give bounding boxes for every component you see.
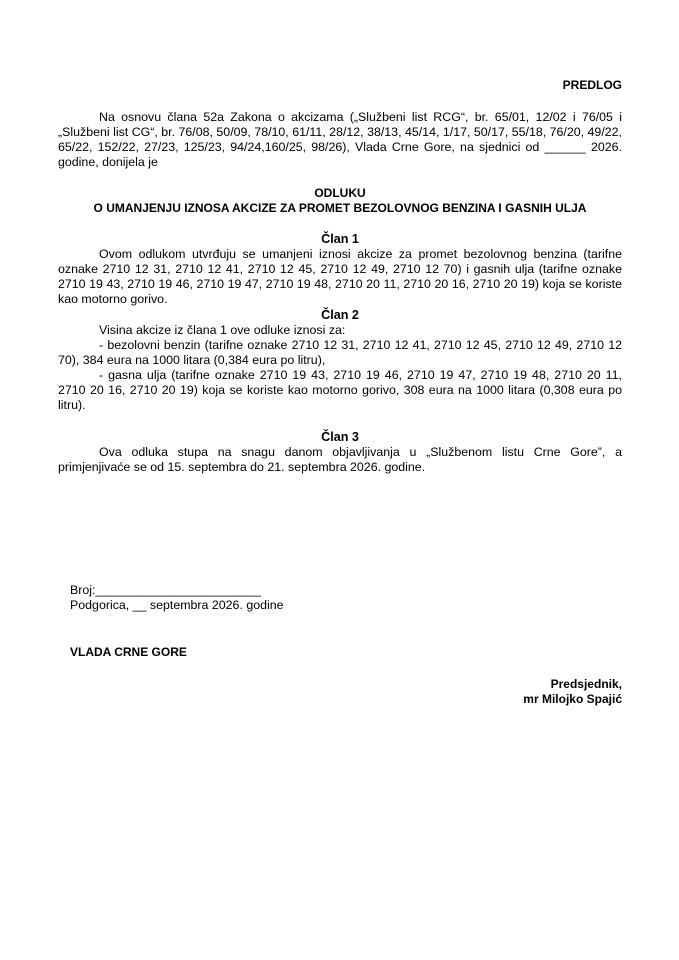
article-1-heading: Član 1 — [321, 232, 359, 246]
article-2-item-2-text: - gasna ulja (tarifne oznake 2710 19 43, 2710 19 46, 2710 19 47, 2710 19 48, 2710 20 11, 2710 20 16, 2710 20 19) koja se koriste kao motorno gorivo, 308 eura na 1000 litara (0,308 eura po litru). — [58, 368, 622, 412]
article-2-paragraph — [58, 323, 622, 413]
article-2-heading: Član 2 — [321, 308, 359, 322]
article-2-item-1-text: - bezolovni benzin (tarifne oznake 2710 12 31, 2710 12 41, 2710 12 45, 2710 12 49, 2710 12 70), 384 eura na 1000 litara (0,384 eura po litru), — [58, 338, 622, 367]
article-2-item-2 — [58, 368, 622, 413]
reference-number-line: Broj:________________________ — [70, 583, 261, 597]
government-name: VLADA CRNE GORE — [70, 645, 187, 659]
article-1-paragraph — [58, 247, 622, 307]
place-date-line: Podgorica, __ septembra 2026. godine — [70, 598, 284, 612]
article-2-intro-line — [58, 323, 622, 338]
signatory-title: Predsjednik, — [550, 677, 622, 691]
article-2-item-1 — [58, 338, 622, 368]
document-title: ODLUKU — [314, 186, 366, 200]
article-3-text: Ova odluka stupa na snagu danom objavljivanja u „Službenom listu Crne Gore”, a primjenjivaće se od 15. septembra do 21. septembra 2026. godine. — [58, 445, 622, 474]
preamble-text: Na osnovu člana 52a Zakona o akcizama („Službeni list RCG“, br. 65/01, 12/02 i 76/05 i „Službeni list CG“, br. 76/08, 50/09, 78/10, 61/11, 28/12, 38/13, 45/14, 1/17, 50/17, 55/18, 76/20, 49/22, 65/22, 152/22, 27/23, 125/23, 94/24,160/25, 98/26), Vlada Crne Gore, na sjednici od ______ 2026. godine, donijela je — [58, 110, 622, 169]
article-3-heading: Član 3 — [321, 430, 359, 444]
signatory-name: mr Milojko Spajić — [523, 692, 622, 706]
article-1-text: Ovom odlukom utvrđuju se umanjeni iznosi akcize za promet bezolovnog benzina (tarifne oznake 2710 12 31, 2710 12 41, 2710 12 45, 2710 12 49, 2710 12 70) i gasnih ulja (tarifne oznake 2710 19 43, 2710 19 46, 2710 19 47, 2710 19 48, 2710 20 11, 2710 20 16, 2710 20 19) koja se koriste kao motorno gorivo. — [58, 247, 622, 306]
document-subtitle: O UMANJENJU IZNOSA AKCIZE ZA PROMET BEZOLOVNOG BENZINA I GASNIH ULJA — [93, 201, 587, 215]
article-2-intro-text: Visina akcize iz člana 1 ove odluke iznosi za: — [99, 323, 346, 337]
preamble-paragraph — [58, 110, 622, 170]
proposal-label: PREDLOG — [562, 78, 622, 92]
article-3-paragraph — [58, 445, 622, 475]
